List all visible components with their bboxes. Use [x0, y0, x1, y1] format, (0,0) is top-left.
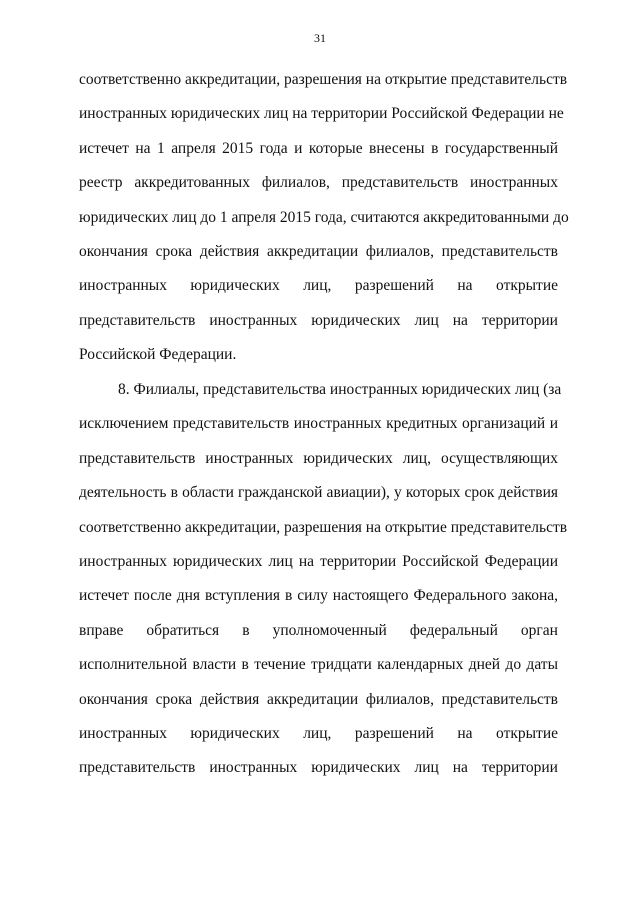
- text-line: соответственно аккредитации, разрешения на открытие представительств: [79, 71, 568, 88]
- text-line: иностранных юридических лиц, разрешений на открытие: [79, 277, 558, 295]
- text-line: соответственно аккредитации, разрешения на открытие представительств: [79, 518, 568, 536]
- text-line: реестр аккредитованных филиалов, представительств иностранных: [79, 174, 558, 192]
- text-line: иностранных юридических лиц, разрешений на открытие: [79, 724, 558, 742]
- text-line: представительств иностранных юридических лиц на территории: [79, 759, 558, 777]
- text-line: представительств иностранных юридических лиц, осуществляющих: [79, 449, 558, 467]
- text-line: исключением представительств иностранных кредитных организаций и: [79, 415, 558, 433]
- text-line: 8. Филиалы, представительства иностранных юридических лиц (за: [118, 381, 562, 398]
- text-line: окончания срока действия аккредитации филиалов, представительств: [79, 690, 558, 708]
- text-line: иностранных юридических лиц на территории Российской Федерации: [79, 552, 558, 570]
- text-line: исполнительной власти в течение тридцати календарных дней до даты: [79, 656, 558, 674]
- paragraph-continuation: [79, 63, 569, 373]
- text-line: Российской Федерации.: [79, 346, 237, 364]
- text-line: деятельность в области гражданской авиации), у которых срок действия: [79, 484, 558, 502]
- page-number: 31: [314, 31, 326, 45]
- text-line: вправе обратиться в уполномоченный федеральный орган: [79, 621, 558, 639]
- text-line: иностранных юридических лиц на территории Российской Федерации не: [79, 105, 564, 123]
- paragraph-item-8: [79, 373, 568, 786]
- text-line: окончания срока действия аккредитации филиалов, представительств: [79, 242, 558, 260]
- text-line: представительств иностранных юридических лиц на территории: [79, 311, 558, 329]
- text-line: юридических лиц до 1 апреля 2015 года, считаются аккредитованными до: [79, 208, 569, 226]
- text-line: истечет на 1 апреля 2015 года и которые внесены в государственный: [79, 139, 558, 157]
- text-line: истечет после дня вступления в силу настоящего Федерального закона,: [79, 587, 558, 605]
